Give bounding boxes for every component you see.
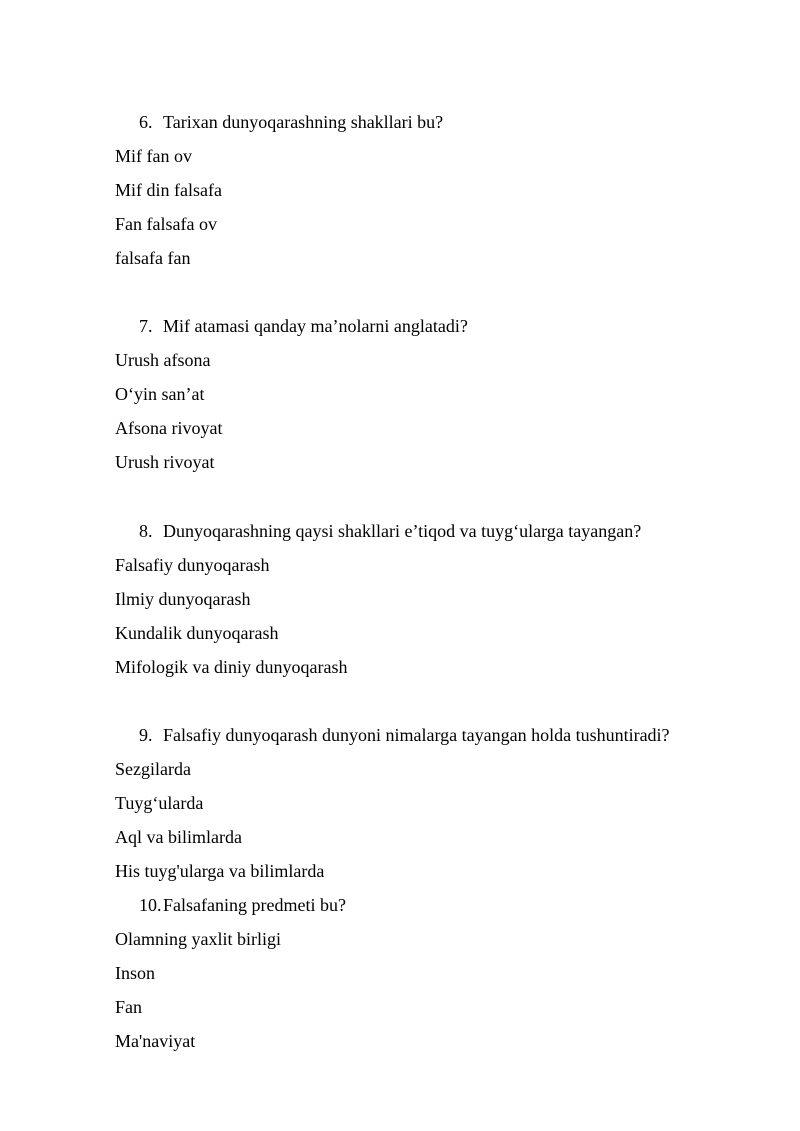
answer-option: Falsafiy dunyoqarash xyxy=(115,555,270,575)
question-6 xyxy=(139,111,443,133)
answer-option: Ilmiy dunyoqarash xyxy=(115,589,251,609)
question-text: Mif atamasi qanday ma’nolarni anglatadi? xyxy=(163,316,468,336)
answer-option: Afsona rivoyat xyxy=(115,418,223,438)
answer-option: falsafa fan xyxy=(115,248,191,268)
question-text: Dunyoqarashning qaysi shakllari e’tiqod va tuyg‘ularga tayangan? xyxy=(163,521,642,541)
question-text: Tarixan dunyoqarashning shakllari bu? xyxy=(163,112,444,132)
answer-option: Fan xyxy=(115,997,142,1017)
answer-option: Tuyg‘ularda xyxy=(115,793,204,813)
question-10 xyxy=(139,894,346,916)
answer-option: Inson xyxy=(115,963,155,983)
question-text: Falsafaning predmeti bu? xyxy=(163,895,346,915)
answer-option: His tuyg'ularga va bilimlarda xyxy=(115,861,325,881)
answer-option: O‘yin san’at xyxy=(115,384,205,404)
answer-option: Urush rivoyat xyxy=(115,452,215,472)
question-number: 10. xyxy=(139,895,162,915)
question-number: 8. xyxy=(139,521,153,541)
question-8 xyxy=(139,520,641,542)
answer-option: Olamning yaxlit birligi xyxy=(115,929,281,949)
answer-option: Aql va bilimlarda xyxy=(115,827,242,847)
question-text: Falsafiy dunyoqarash dunyoni nimalarga tayangan holda tushuntiradi? xyxy=(163,725,670,745)
answer-option: Ma'naviyat xyxy=(115,1031,196,1051)
question-number: 7. xyxy=(139,316,153,336)
question-number: 9. xyxy=(139,725,153,745)
answer-option: Sezgilarda xyxy=(115,759,191,779)
answer-option: Mif din falsafa xyxy=(115,180,222,200)
answer-option: Mifologik va diniy dunyoqarash xyxy=(115,657,348,677)
answer-option: Mif fan ov xyxy=(115,146,192,166)
question-7 xyxy=(139,315,468,337)
answer-option: Kundalik dunyoqarash xyxy=(115,623,279,643)
question-number: 6. xyxy=(139,112,153,132)
question-9 xyxy=(139,724,670,746)
answer-option: Urush afsona xyxy=(115,350,211,370)
answer-option: Fan falsafa ov xyxy=(115,214,217,234)
